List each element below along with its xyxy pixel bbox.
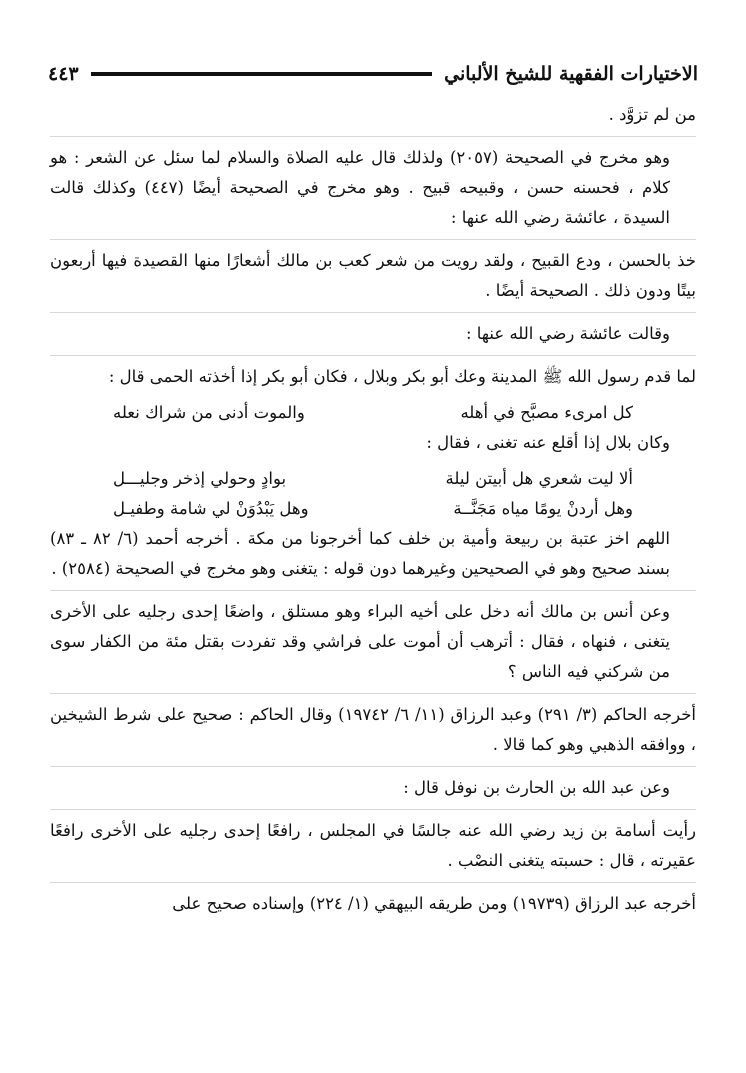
- paragraph-10: وعن عبد الله بن الحارث بن نوفل قال :: [403, 778, 670, 797]
- divider: [50, 312, 696, 313]
- verse-line-2: [50, 464, 696, 494]
- running-header: [48, 58, 698, 90]
- divider: [50, 809, 696, 810]
- paragraph-11: رأيت أسامة بن زيد رضي الله عنه جالسًا في المجلس ، رافعًا إحدى رجليه على الأخرى رافعًا عقيرته ، قال : حسبته يتغنى النصْب .: [50, 821, 696, 870]
- verse-line-3: [50, 494, 696, 524]
- page-body: [50, 100, 696, 919]
- page-number: ٤٤٣: [48, 63, 79, 85]
- verse-3-second-half: وهل يَبْدُوَنْ لي شامة وطفيـل: [113, 499, 309, 518]
- divider: [50, 882, 696, 883]
- verse-1-first-half: كل امرىء مصبَّح في أهله: [460, 403, 633, 422]
- verse-line-1: [50, 398, 696, 428]
- paragraph-6: وكان بلال إذا أقلع عنه تغنى ، فقال :: [426, 433, 670, 452]
- divider: [50, 693, 696, 694]
- paragraph-1: من لم تزوَّد .: [608, 105, 696, 124]
- divider: [50, 239, 696, 240]
- verse-2-first-half: ألا ليت شعري هل أبيتن ليلة: [445, 469, 633, 488]
- verse-3-first-half: وهل أردنْ يومًا مياه مَجَنَّــة: [453, 499, 633, 518]
- paragraph-3: خذ بالحسن ، ودع القبيح ، ولقد رويت من شعر كعب بن مالك أشعارًا منها القصيدة فيها أربعون بيتًا ودون ذلك . الصحيحة أيضًا .: [50, 251, 696, 300]
- paragraph-9: أخرجه الحاكم (٣/ ٢٩١) وعبد الرزاق (١١/ ٦/ ١٩٧٤٢) وقال الحاكم : صحيح على شرط الشيخين ، ووافقه الذهبي وهو كما قالا .: [50, 705, 696, 754]
- paragraph-2: وهو مخرج في الصحيحة (٢٠٥٧) ولذلك قال عليه الصلاة والسلام لما سئل عن الشعر : هو كلام ، فحسنه حسن ، وقبيحه قبيح . وهو مخرج في الصحيحة أيضًا (٤٤٧) وكذلك قالت السيدة ، عائشة رضي الله عنها :: [50, 148, 670, 227]
- divider: [50, 590, 696, 591]
- book-title: الاختيارات الفقهية للشيخ الألباني: [444, 63, 698, 85]
- paragraph-7: اللهم اخز عتبة بن ربيعة وأمية بن خلف كما أخرجونا من مكة . أخرجه أحمد (٦/ ٨٢ ـ ٨٣) بسند صحيح وهو في الصحيحين وغيرهما دون قوله : يتغنى وهو مخرج في الصحيحة (٢٥٨٤) .: [50, 529, 671, 578]
- paragraph-8: وعن أنس بن مالك أنه دخل على أخيه البراء وهو مستلق ، واضعًا إحدى رجليه على الأخرى يتغنى ، فنهاه ، فقال : أترهب أن أموت على فراشي وقد تفردت بقتل مئة من الكفار سوى من شركني فيه الناس ؟: [50, 602, 670, 681]
- divider: [50, 766, 696, 767]
- verse-1-second-half: والموت أدنى من شراك نعله: [113, 403, 305, 422]
- divider: [50, 355, 696, 356]
- divider: [50, 136, 696, 137]
- verse-2-second-half: بوادٍ وحولي إذخر وجليـــل: [113, 469, 287, 488]
- header-rule: [91, 72, 433, 76]
- paragraph-5: لما قدم رسول الله ﷺ المدينة وعك أبو بكر وبلال ، فكان أبو بكر إذا أخذته الحمى قال :: [108, 367, 696, 386]
- paragraph-12: أخرجه عبد الرزاق (١٩٧٣٩) ومن طريقه البيهقي (١/ ٢٢٤) وإسناده صحيح على: [172, 894, 696, 913]
- paragraph-4: وقالت عائشة رضي الله عنها :: [465, 324, 670, 343]
